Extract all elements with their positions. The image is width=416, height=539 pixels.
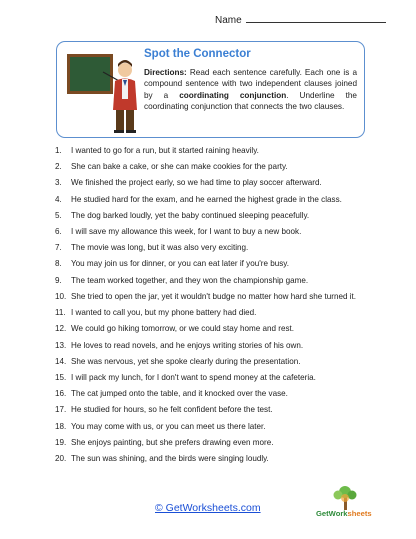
sentence-text: She was nervous, yet she spoke clearly during the presentation. xyxy=(71,356,301,366)
instructions-box xyxy=(56,41,365,138)
sentence-item xyxy=(55,451,400,467)
sentence-text: I will save my allowance this week, for I want to buy a new book. xyxy=(71,226,302,236)
sentence-list xyxy=(55,143,400,467)
directions-part-2: . Underline the coordinating conjunction that connects the two clauses. xyxy=(144,90,357,112)
tree-logo-icon xyxy=(314,484,378,526)
sentence-text: He studied for hours, so he felt confident before the test. xyxy=(71,405,273,415)
sentence-number: 16. xyxy=(55,389,67,399)
sentence-number: 9. xyxy=(55,275,62,285)
directions-label: Directions: xyxy=(144,68,187,77)
sentence-number: 15. xyxy=(55,372,67,382)
sentence-number: 18. xyxy=(55,421,67,431)
sentence-number: 12. xyxy=(55,324,67,334)
sentence-text: We finished the project early, so we had time to play soccer afterward. xyxy=(71,178,322,188)
sentence-number: 4. xyxy=(55,194,62,204)
sentence-item xyxy=(55,143,400,159)
sentence-text: You may come with us, or you can meet us there later. xyxy=(71,421,266,431)
sentence-number: 3. xyxy=(55,178,62,188)
name-line[interactable] xyxy=(246,13,386,23)
sentence-text: She tried to open the jar, yet it wouldn't budge no matter how hard she turned it. xyxy=(71,291,357,301)
sentence-item xyxy=(55,305,400,321)
sentence-text: The team worked together, and they won the championship game. xyxy=(71,275,309,285)
sentence-item xyxy=(55,419,400,435)
sentence-item xyxy=(55,192,400,208)
sentence-item xyxy=(55,354,400,370)
name-field xyxy=(215,13,386,26)
worksheet-title: Spot the Connector xyxy=(144,48,251,60)
sentence-number: 20. xyxy=(55,453,67,463)
sentence-number: 2. xyxy=(55,162,62,172)
sentence-number: 6. xyxy=(55,226,62,236)
sentence-item xyxy=(55,256,400,272)
sentence-text: We could go hiking tomorrow, or we could stay home and rest. xyxy=(71,324,294,334)
sentence-item xyxy=(55,224,400,240)
sentence-number: 1. xyxy=(55,146,62,155)
sentence-number: 13. xyxy=(55,340,67,350)
logo-text-sheets: sheets xyxy=(347,509,372,518)
teacher-chalkboard-icon xyxy=(65,50,145,136)
sentence-text: The cat jumped onto the table, and it knocked over the vase. xyxy=(71,389,288,399)
sentence-item xyxy=(55,240,400,256)
sentence-item xyxy=(55,175,400,191)
sentence-text: I will pack my lunch, for I don't want to spend money at the cafeteria. xyxy=(71,372,316,382)
sentence-text: She enjoys painting, but she prefers drawing even more. xyxy=(71,437,274,447)
sentence-item xyxy=(55,273,400,289)
sentence-number: 14. xyxy=(55,356,67,366)
sentence-text: He studied hard for the exam, and he earned the highest grade in the class. xyxy=(71,194,342,204)
copyright-link[interactable]: © GetWorksheets.com xyxy=(155,502,261,514)
sentence-text: The sun was shining, and the birds were singing loudly. xyxy=(71,453,269,463)
sentence-item xyxy=(55,159,400,175)
logo-text-get: GetWork xyxy=(316,509,348,518)
name-label: Name xyxy=(215,15,242,26)
sentence-text: You may join us for dinner, or you can eat later if you're busy. xyxy=(71,259,289,269)
sentence-item xyxy=(55,386,400,402)
sentence-item xyxy=(55,435,400,451)
sentence-item xyxy=(55,402,400,418)
sentence-text: I wanted to call you, but my phone battery had died. xyxy=(71,308,257,318)
directions-text xyxy=(144,67,357,113)
sentence-number: 8. xyxy=(55,259,62,269)
sentence-item xyxy=(55,321,400,337)
sentence-text: The dog barked loudly, yet the baby continued sleeping peacefully. xyxy=(71,210,310,220)
directions-part-1: Read each sentence carefully. Each one is a compound sentence with two independent clauses joined by a xyxy=(144,68,357,100)
sentence-number: 11. xyxy=(55,308,66,318)
sentence-text: The movie was long, but it was also very exciting. xyxy=(71,243,249,253)
sentence-text: She can bake a cake, or she can make cookies for the party. xyxy=(71,162,288,172)
sentence-number: 17. xyxy=(55,405,67,415)
sentence-number: 7. xyxy=(55,243,62,253)
sentence-item xyxy=(55,289,400,306)
logo-wordmark xyxy=(316,509,372,518)
sentence-number: 5. xyxy=(55,210,62,220)
sentence-text: He loves to read novels, and he enjoys writing stories of his own. xyxy=(71,340,304,350)
sentence-number: 10. xyxy=(55,291,67,301)
sentence-item xyxy=(55,208,400,224)
sentence-text: I wanted to go for a run, but it started raining heavily. xyxy=(71,146,259,155)
sentence-item xyxy=(55,338,400,354)
sentence-item xyxy=(55,370,400,386)
sentence-number: 19. xyxy=(55,437,67,447)
directions-keyword: coordinating conjunction xyxy=(179,90,287,100)
